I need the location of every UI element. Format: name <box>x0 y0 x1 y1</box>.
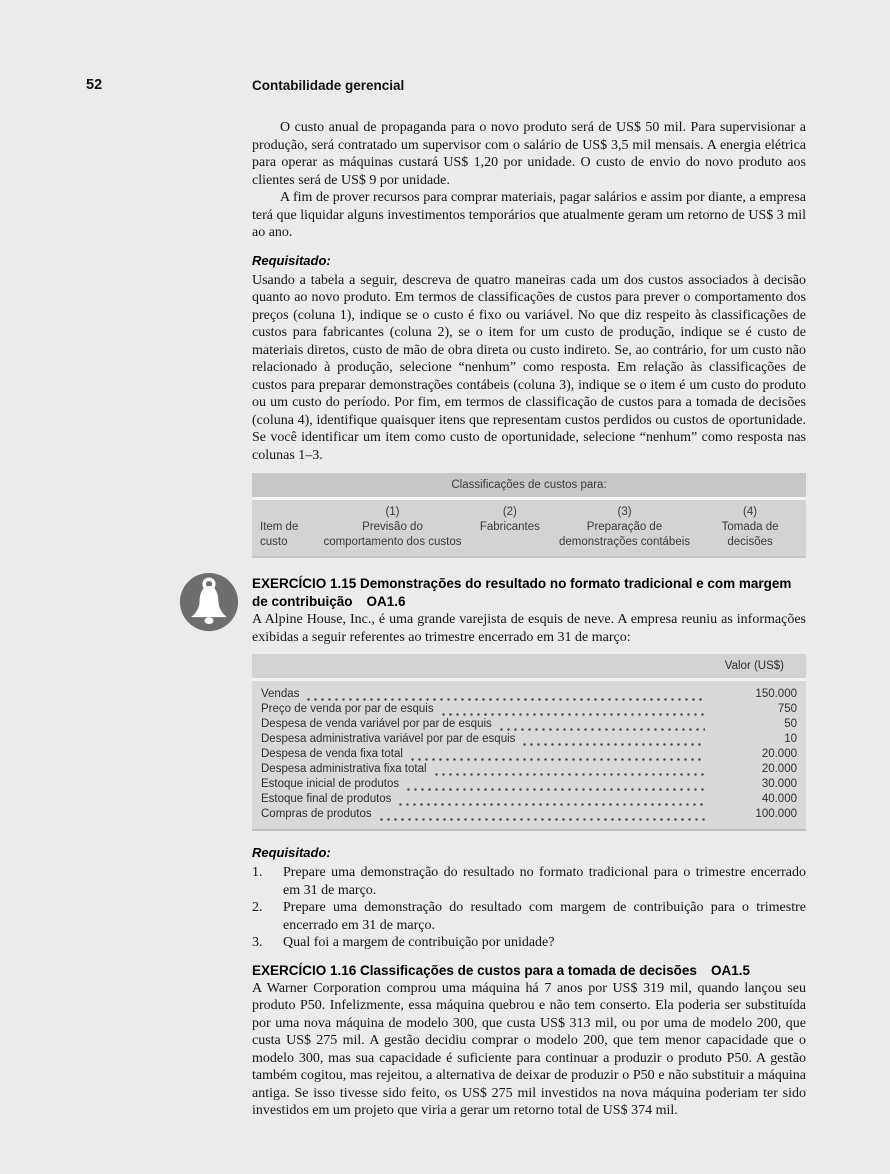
column-3-line2: demonstrações contábeis <box>558 536 691 548</box>
row-label: Despesa de venda variável por par de esquis <box>261 718 492 730</box>
exercise-1-15-intro: A Alpine House, Inc., é uma grande varejista de esquis de neve. A empresa reuniu as informações exibidas a seguir referentes ao trimestre encerrado em 31 de março: <box>252 612 806 645</box>
row-value: 150.000 <box>755 688 797 700</box>
column-1-previsao <box>316 505 469 550</box>
list-item-number: 2. <box>252 900 263 915</box>
column-2-line2 <box>469 535 551 550</box>
spacer-line <box>260 505 316 520</box>
column-3-line1: Preparação de <box>586 521 663 533</box>
bell-icon <box>178 571 240 633</box>
row-label: Despesa administrativa variável por par de esquis <box>261 733 516 745</box>
dot-leader <box>498 719 705 731</box>
exercise-1-16-oa-badge: OA1.5 <box>710 962 750 978</box>
table-row <box>261 702 797 717</box>
dot-leader <box>305 689 705 701</box>
item-column-line1: Item de <box>260 521 299 533</box>
list-item-text: Prepare uma demonstração do resultado no formato tradicional para o trimestre encerrado em 31 de março. <box>283 865 806 898</box>
row-value: 20.000 <box>761 748 797 760</box>
column-4-line2: decisões <box>727 536 773 548</box>
exercise-1-15-title: EXERCÍCIO 1.15 Demonstrações do resultado no formato tradicional e com margem de contribuição <box>252 576 792 609</box>
row-value: 40.000 <box>761 793 797 805</box>
row-label: Estoque final de produtos <box>261 793 392 805</box>
exercise-1-16-body: A Warner Corporation comprou uma máquina há 7 anos por US$ 319 mil, quando lançou seu produto P50. Infelizmente, essa máquina quebrou e não tem conserto. Ela poderia ser substituída por uma nova máquina de modelo 300, que custa US$ 313 mil, ou por uma de modelo 200, que custa US$ 275 mil. A gestão decidiu comprar o modelo 200, que tem menor capacidade que o modelo 300, mas sua capacidade é suficiente para continuar a produzir o produto P50. A gestão também cogitou, mas rejeitou, a alternativa de deixar de produzir o P50 e não substituir a máquina antiga. Se isso tivesse sido feito, os US$ 275 mil investidos na nova máquina poderiam ter sido investidos em um projeto que viria a gerar um retorno total de US$ 374 mil. <box>252 980 806 1118</box>
column-1-number: (1) <box>385 506 400 518</box>
row-label: Estoque inicial de produtos <box>261 778 400 790</box>
running-title: Contabilidade gerencial <box>252 78 405 93</box>
dot-leader <box>378 809 705 821</box>
table-row <box>261 717 797 732</box>
requirement-2-label: Requisitado: <box>252 845 331 860</box>
column-2-fabricantes <box>469 505 551 550</box>
column-4-tomada <box>698 505 802 550</box>
page-content-column <box>252 119 806 1120</box>
table-row <box>261 732 797 747</box>
list-item-text: Prepare uma demonstração do resultado com margem de contribuição para o trimestre encerrado em 31 de março. <box>283 900 806 933</box>
item-column-line2: custo <box>260 536 288 548</box>
classification-table-header-row <box>252 500 806 558</box>
exercise-1-15-heading <box>252 575 806 611</box>
dot-leader <box>397 794 705 806</box>
dot-leader <box>521 734 705 746</box>
alpine-house-values-table <box>252 654 806 831</box>
table-row <box>261 687 797 702</box>
exercise-1-16-title: EXERCÍCIO 1.16 Classificações de custos para a tomada de decisões <box>252 962 697 978</box>
list-item-number: 3. <box>252 935 263 950</box>
column-2-line1: Fabricantes <box>479 521 540 533</box>
row-value: 750 <box>777 703 797 715</box>
row-value: 20.000 <box>761 763 797 775</box>
intro-paragraphs <box>252 119 806 242</box>
values-table-header: Valor (US$) <box>252 654 806 681</box>
dot-leader <box>405 779 705 791</box>
row-value: 100.000 <box>755 808 797 820</box>
exercise-1-16 <box>252 962 806 1120</box>
values-table-body <box>252 681 806 831</box>
row-label: Preço de venda por par de esquis <box>261 703 434 715</box>
list-item-text: Qual foi a margem de contribuição por unidade? <box>283 935 555 950</box>
row-value: 30.000 <box>761 778 797 790</box>
table-row <box>261 747 797 762</box>
exercise-1-16-heading <box>252 962 806 980</box>
row-label: Despesa de venda fixa total <box>261 748 403 760</box>
table-row <box>261 762 797 777</box>
dot-leader <box>440 704 705 716</box>
dot-leader <box>409 749 705 761</box>
table-row <box>261 807 797 822</box>
row-label: Despesa administrativa fixa total <box>261 763 427 775</box>
list-item-number: 1. <box>252 865 263 880</box>
list-item <box>252 864 806 899</box>
table-row <box>261 777 797 792</box>
exercise-1-15 <box>252 575 806 952</box>
classification-table-title: Classificações de custos para: <box>252 473 806 500</box>
page-number: 52 <box>86 77 103 93</box>
intro-paragraph-1: O custo anual de propaganda para o novo produto será de US$ 50 mil. Para supervisionar a produção, será contratado um supervisor com o salário de US$ 3,5 mil mensais. A energia elétrica para operar as máquinas custará US$ 1,20 por unidade. O custo de envio do novo produto aos clientes será de US$ 9 por unidade. <box>252 120 806 188</box>
list-item <box>252 934 806 952</box>
intro-paragraph-2: A fim de prover recursos para comprar materiais, pagar salários e assim por diante, a empresa terá que liquidar alguns investimentos temporários que atualmente geram um retorno de US$ 3 mil ao ano. <box>252 190 806 240</box>
requirement-1-label: Requisitado: <box>252 252 331 268</box>
row-value: 10 <box>784 733 797 745</box>
row-label: Vendas <box>261 688 300 700</box>
column-item-de-custo <box>256 505 316 550</box>
row-value: 50 <box>784 718 797 730</box>
column-3-number: (3) <box>617 506 632 518</box>
column-4-number: (4) <box>743 506 758 518</box>
list-item <box>252 899 806 934</box>
dot-leader <box>433 764 705 776</box>
column-1-line1: Previsão do <box>362 521 423 533</box>
column-2-number: (2) <box>502 506 517 518</box>
requirement-1-body: Usando a tabela a seguir, descreva de quatro maneiras cada um dos custos associados à decisão quanto ao novo produto. Em termos de classificações de custos para prever o comportamento dos preços (coluna 1), indique se o custo é fixo ou variável. No que diz respeito às classificações de custos para fabricantes (coluna 2), se o item for um custo de produção, indique se é custo de materiais diretos, custo de mão de obra direta ou custo indireto. Se, ao contrário, for um custo não relacionado à produção, selecione “nenhum” como resposta. Em relação às classificações de custos para preparar demonstrações contábeis (coluna 3), indique se o item é um custo do produto ou um custo do período. Por fim, em termos de classificação de custos para a tomada de decisões (coluna 4), identifique quaisquer itens que representam custos perdidos ou custos de oportunidade. Se você identificar um item como custo de oportunidade, selecione “nenhum” como resposta nas colunas 1–3. <box>252 272 806 463</box>
exercise-1-15-oa-badge: OA1.6 <box>366 594 406 609</box>
column-3-preparacao <box>551 505 698 550</box>
requirement-2-list <box>252 864 806 952</box>
row-label: Compras de produtos <box>261 808 372 820</box>
table-row <box>261 792 797 807</box>
cost-classification-table <box>252 473 806 558</box>
column-1-line2: comportamento dos custos <box>323 536 462 548</box>
column-4-line1: Tomada de <box>721 521 779 533</box>
